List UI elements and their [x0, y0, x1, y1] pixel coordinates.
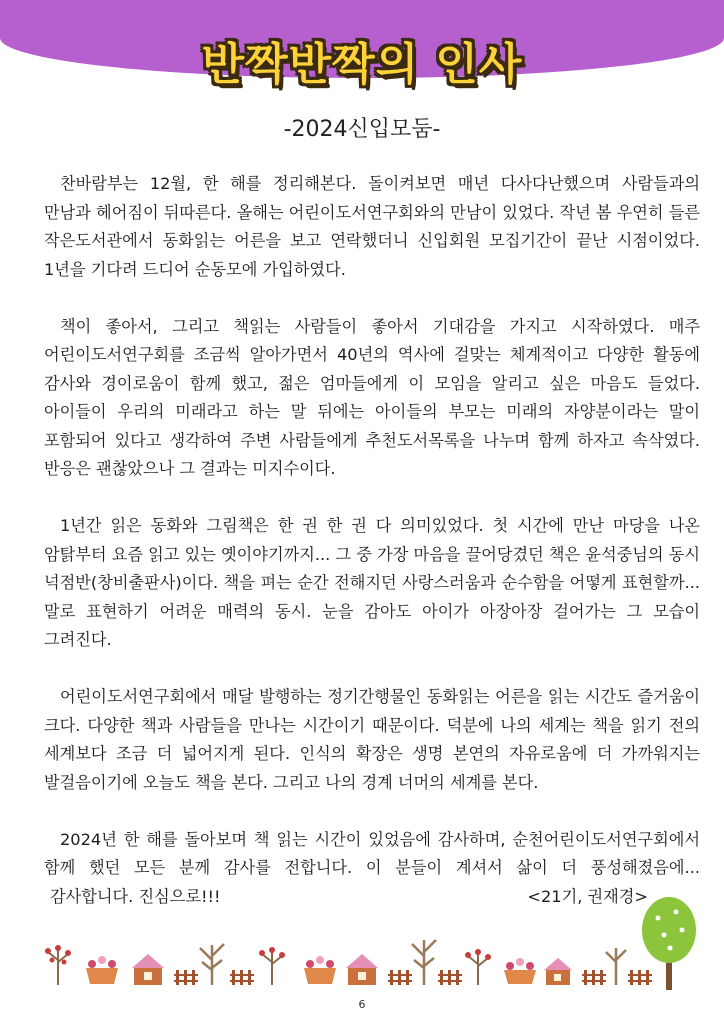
fence-icon — [174, 970, 652, 985]
author-signature: <21기, 권재경> — [527, 886, 648, 906]
flower-pot-icon — [304, 956, 336, 984]
page-number: 6 — [358, 998, 366, 1011]
footer-illustration — [0, 890, 724, 990]
berry-branch-icon — [468, 954, 488, 985]
paragraph-1: 찬바람부는 12월, 한 해를 정리해본다. 돌이켜보면 매년 다사다난했으며 사람들과의 만남과 헤어짐이 뒤따른다. 올해는 어린이도서연구회와의 만남이 있었다. 작년 봄 우연히 들른 작은도서관에서 동화읽는 어른을 보고 연락했더니 신입회원 모집기간이 끝난 시점이었다. 1년을 기다려 드디어 순동모에 가입하였다. — [44, 174, 700, 279]
closing-text: 2024년 한 해를 돌아보며 책 읽는 시간이 있었음에 감사하며, 순천어린이도서연구회에서 함께 했던 모든 분께 감사를 전합니다. 이 분들이 계셔서 삶이 더 풍성해졌음에... — [44, 829, 700, 877]
berry-branch-icon — [48, 950, 68, 985]
house-icon — [544, 958, 572, 985]
closing-thanks: 감사합니다. 진심으로!!! — [50, 886, 221, 906]
berry-branch-icon — [262, 952, 282, 985]
paragraph-2: 책이 좋아서, 그리고 책읽는 사람들이 좋아서 기대감을 가지고 시작하였다. 매주 어린이도서연구회를 조금씩 알아가면서 40년의 역사에 걸맞는 체계적이고 다양한 활동에 감사와 경이로움이 함께 했고, 젊은 엄마들에게 이 모임을 알리고 싶은 마음도 들었다. 아이들이 우리의 미래라고 하는 말 뒤에는 아이들의 부모는 미래의 자양분이라는 말이 포함되어 있다고 생각하여 주변 사람들에게 추천도서목록을 나누며 함께 하자고 속삭였다. 반응은 괜찮았으나 그 결과는 미지수이다. — [44, 316, 700, 478]
article-body — [44, 170, 700, 911]
paragraph-4: 어린이도서연구회에서 매달 발행하는 정기간행물인 동화읽는 어른을 읽는 시간도 즐거움이 크다. 다양한 책과 사람들을 만나는 시간이기 때문이다. 덕분에 나의 세계는 책을 읽기 전의 세계보다 조금 더 넓어지게 된다. 인식의 확장은 생명 본연의 자유로움에 더 가까워지는 발걸음이기에 오늘도 책을 본다. 그리고 나의 경계 너머의 세계를 본다. — [44, 687, 700, 792]
page-subtitle: -2024신입모둠- — [283, 117, 441, 142]
paragraph-3: 1년간 읽은 동화와 그림책은 한 권 한 권 다 의미있었다. 첫 시간에 만난 마당을 나온 암탉부터 요즘 읽고 있는 옛이야기까지... 그 중 가장 마음을 끌어당겼던 책은 윤석중님의 동시 넉점반(창비출판사)이다. 책을 펴는 순간 전해지던 사랑스러움과 순수함을 어떻게 표현할까... 말로 표현하기 어려운 매력의 동시. 눈을 감아도 아이가 아장아장 걸어가는 그 모습이 그려진다. — [44, 516, 700, 649]
flower-pot-icon — [86, 956, 118, 984]
house-icon — [346, 954, 378, 985]
flower-pot-icon — [504, 958, 536, 984]
tree-icon — [642, 897, 696, 990]
page-title: 반짝반짝의 인사 — [201, 39, 523, 90]
house-icon — [132, 954, 164, 985]
